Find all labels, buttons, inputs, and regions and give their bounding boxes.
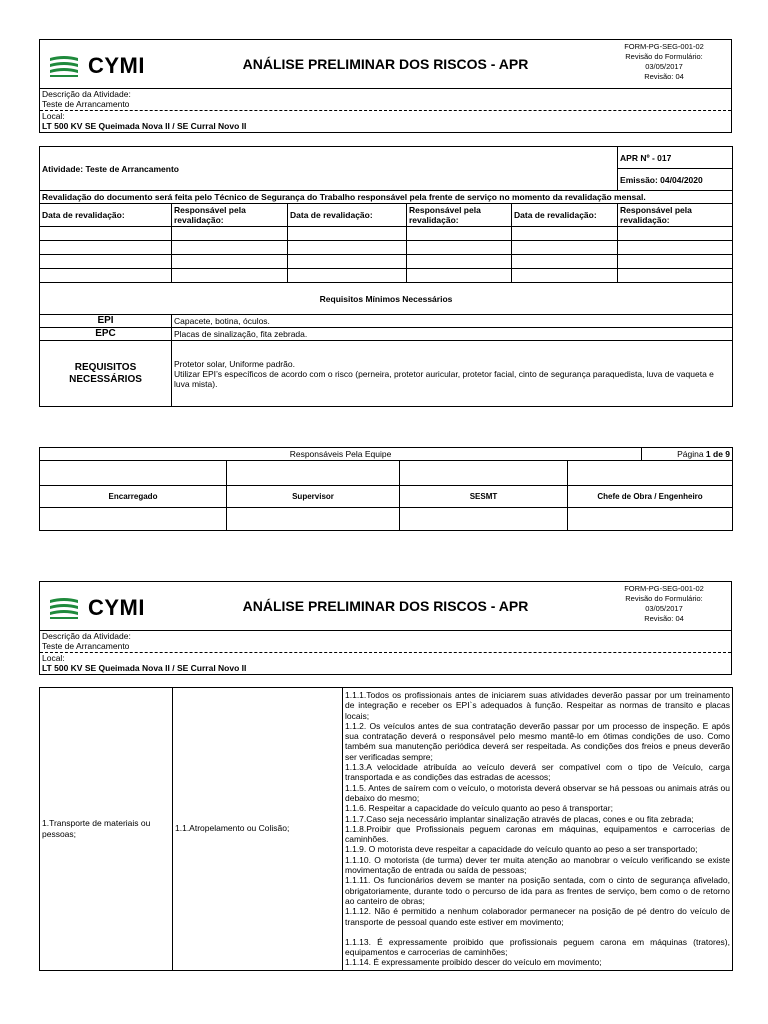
form-header (39, 581, 732, 631)
risk-table (39, 687, 733, 971)
description-label: Descrição da Atividade: (42, 631, 131, 641)
revalidation-note: Revalidação do documento será feita pelo Técnico de Segurança do Trabalho responsável pela frente de serviço no momento da revalidação mensal. (40, 191, 733, 204)
measure-item: 1.1.8.Proibir que Profissionais peguem caronas em máquinas, equipamentos e carrocerias de caminhões. (345, 823, 730, 845)
requirements-line-1: Protetor solar, Uniforme padrão. (174, 358, 295, 369)
activity-table (39, 146, 733, 407)
role-supervisor: Supervisor (227, 486, 400, 508)
description-value: Teste de Arrancamento (42, 98, 130, 109)
col-reval-date-2: Data de revalidação: (288, 204, 407, 227)
description-label: Descrição da Atividade: (42, 89, 131, 99)
team-signature-table (39, 447, 733, 531)
measure-item: 1.1.7.Caso seja necessário implantar sinalização através de placas, cones e ou fita zebrada; (345, 813, 694, 824)
risk-measures (343, 688, 733, 971)
local-field (40, 653, 731, 674)
form-code: FORM-PG-SEG-001-02 (624, 42, 704, 51)
form-revision: Revisão: 04 (644, 614, 684, 623)
epc-value: Placas de sinalização, fita zebrada. (172, 328, 733, 341)
table-row (40, 255, 733, 269)
form-revision-label: Revisão do Formulário: (625, 52, 703, 61)
emission-date: Emissão: 04/04/2020 (618, 169, 733, 191)
measure-item: 1.1.11. Os funcionários devem se manter na posição sentada, com o cinto de segurança afivelado, obrigatoriamente, durante todo o percurso de ida para as frentes de serviço, bem como o de retorno ao canteiro de obras; (345, 875, 730, 906)
logo-text: CYMI (88, 53, 145, 78)
local-value: LT 500 KV SE Queimada Nova II / SE Curral Novo II (42, 120, 247, 131)
measure-item: 1.1.9. O motorista deve respeitar a capacidade do veículo quanto ao peso a ser transportado; (345, 844, 698, 855)
col-reval-resp-2: Responsável pela revalidação: (407, 204, 512, 227)
role-chefe-obra: Chefe de Obra / Engenheiro (568, 486, 733, 508)
requirements-label: REQUISITOS NECESSÁRIOS (40, 341, 172, 407)
table-row (40, 688, 733, 971)
measure-item: 1.1.10. O motorista (de turma) dever ter muita atenção ao manobrar o veículo verificando se existe movimentação de entrada ou saída de pessoas; (345, 854, 730, 876)
form-revision-label: Revisão do Formulário: (625, 594, 703, 603)
apr-number: APR Nº - 017 (618, 147, 733, 169)
col-reval-resp-1: Responsável pela revalidação: (172, 204, 288, 227)
form-code-block (609, 584, 719, 624)
description-value: Teste de Arrancamento (42, 640, 130, 651)
epi-label: EPI (40, 315, 172, 328)
measure-item: 1.1.12. Não é permitido a nenhum colaborador permanecer na posição de pé dentro do veículo de transporte de pessoal quando este estiver em movimento; (345, 906, 730, 927)
page-2 (39, 581, 732, 971)
company-logo (48, 595, 158, 621)
activity-description (40, 89, 731, 111)
cymi-logo-icon (48, 55, 80, 77)
risk-activity: 1.Transporte de materiais ou pessoas; (40, 688, 173, 971)
form-revision-date: 03/05/2017 (645, 604, 683, 613)
form-title: ANÁLISE PRELIMINAR DOS RISCOS - APR (242, 598, 529, 614)
measure-item: 1.1.14. É expressamente proibido descer do veículo em movimento; (345, 957, 602, 968)
role-sesmt: SESMT (400, 486, 568, 508)
activity-description (40, 631, 731, 653)
form-header (39, 39, 732, 89)
col-reval-date-1: Data de revalidação: (40, 204, 172, 227)
description-block (39, 631, 732, 675)
requirements-title: Requisitos Mínimos Necessários (40, 283, 733, 315)
table-row (40, 241, 733, 255)
col-reval-date-3: Data de revalidação: (512, 204, 618, 227)
table-row (40, 269, 733, 283)
risk-hazard: 1.1.Atropelamento ou Colisão; (173, 688, 343, 971)
team-title: Responsáveis Pela Equipe (40, 448, 642, 461)
form-revision-date: 03/05/2017 (645, 62, 683, 71)
form-code: FORM-PG-SEG-001-02 (624, 584, 704, 593)
local-value: LT 500 KV SE Queimada Nova II / SE Curral Novo II (42, 662, 247, 673)
company-logo (48, 53, 158, 79)
page-1 (39, 39, 732, 407)
requirements-value (172, 341, 733, 407)
page-value: 1 de 9 (705, 449, 731, 459)
measure-item: 1.1.3.A velocidade atribuída ao veículo deverá ser compatível com o tipo de Veículo, carga transportada e as condições das estradas de acessos; (345, 762, 730, 783)
form-code-block (609, 42, 719, 82)
role-encarregado: Encarregado (40, 486, 227, 508)
table-row (40, 227, 733, 241)
description-block (39, 89, 732, 133)
page-indicator (642, 448, 733, 461)
page-prefix: Página (677, 449, 706, 459)
logo-text: CYMI (88, 595, 145, 620)
local-field (40, 111, 731, 132)
epc-label: EPC (40, 328, 172, 341)
measure-item: 1.1.13. É expressamente proibido que profissionais peguem carona em máquinas (tratores), equipamentos e carrocerias de caminhões; (345, 936, 730, 958)
epi-value: Capacete, botina, óculos. (172, 315, 733, 328)
measure-item: 1.1.6. Respeitar a capacidade do veículo quanto ao peso á transportar; (345, 803, 613, 814)
measure-item: 1.1.1.Todos os profissionais antes de iniciarem suas atividades deverão passar por um treinamento de integração e receber os EPI`s adequados à função. Respeitar as normas de transito e placas locais; (345, 690, 730, 721)
measure-item: 1.1.2. Os veículos antes de sua contratação deverão passar por um processo de inspeção. E após sua contratação deverá o responsável pelo mesmo mantê-lo em ótimas condições de uso. Como também sua manutenção periódica deverá ser respeitada. As condições dos freios e pneus deverão ser verificadas sempre; (345, 720, 730, 762)
col-reval-resp-3: Responsável pela revalidação: (618, 204, 733, 227)
form-revision: Revisão: 04 (644, 72, 684, 81)
measure-item: 1.1.5. Antes de saírem com o veículo, o motorista deverá observar se há pessoas ou animais atrás ou debaixo do mesmo; (345, 782, 730, 803)
local-label: Local: (42, 111, 65, 121)
requirements-line-2: Utilizar EPI’s específicos de acordo com o risco (perneira, protetor auricular, protetor facial, cinto de segurança paraquedista, luva de vaqueta e luva mista). (174, 368, 714, 389)
local-label: Local: (42, 653, 65, 663)
cymi-logo-icon (48, 597, 80, 619)
activity-name: Atividade: Teste de Arrancamento (40, 147, 618, 191)
form-title: ANÁLISE PRELIMINAR DOS RISCOS - APR (242, 56, 529, 72)
